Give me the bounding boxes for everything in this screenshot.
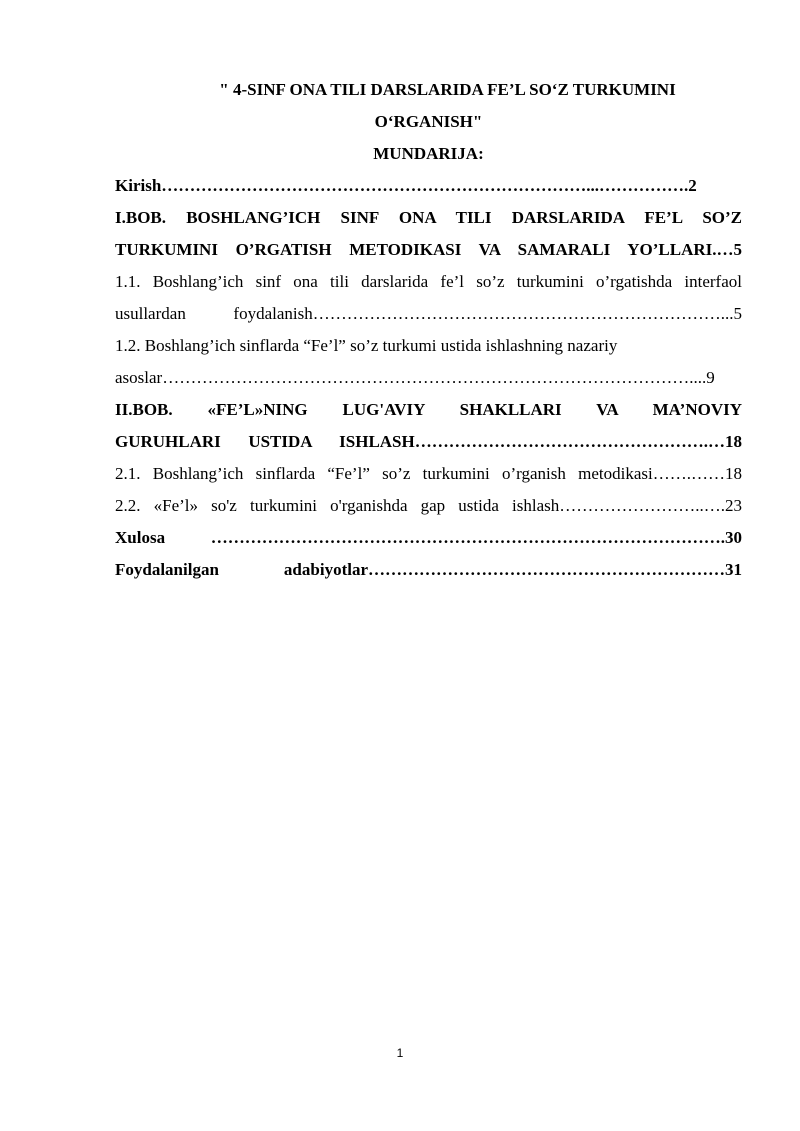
toc-entry-adabiyotlar: Foydalanilgan adabiyotlar………………………………………………………31 xyxy=(115,560,742,579)
toc-heading: MUNDARIJA: xyxy=(373,144,484,163)
page-content xyxy=(115,74,742,586)
toc-entry-chapter-2-line-2: GURUHLARI USTIDA ISHLASH…………………………………………….…18 xyxy=(115,432,742,451)
toc-entry-2-2: 2.2. «Fe’l» so'z turkumini o'rganishda gap ustida ishlash……………………..….23 xyxy=(115,496,742,515)
toc-entry-1-1-line-2: usullardan foydalanish………………………………………………………………...5 xyxy=(115,304,742,323)
toc-entry-kirish: Kirish…………………………………………………………………...…………….2 xyxy=(115,176,697,195)
toc-entry-xulosa: Xulosa ……………………………………………………………………………….30 xyxy=(115,528,742,547)
toc-entry-chapter-1-line-1: I.BOB. BOSHLANG’ICH SINF ONA TILI DARSLARIDA FE’L SO’Z xyxy=(115,208,742,227)
document-title-line-1: " 4-SINF ONA TILI DARSLARIDA FE’L SO‘Z TURKUMINI xyxy=(219,80,676,99)
toc-entry-1-1-line-1: 1.1. Boshlang’ich sinf ona tili darslarida fe’l so’z turkumini o’rgatishda interfaol xyxy=(115,272,742,291)
page-number: 1 xyxy=(396,1046,404,1060)
toc-entry-1-2-line-1: 1.2. Boshlang’ich sinflarda “Fe’l” so’z turkumi ustida ishlashning nazariy xyxy=(115,336,618,355)
toc-entry-1-2-line-2: asoslar…………………………………………………………………………………....9 xyxy=(115,368,715,387)
document-title-line-2: O‘RGANISH" xyxy=(374,112,483,131)
toc-entry-2-1: 2.1. Boshlang’ich sinflarda “Fe’l” so’z turkumini o’rganish metodikasi…….……18 xyxy=(115,464,742,483)
toc-entry-chapter-2-line-1: II.BOB. «FE’L»NING LUG'AVIY SHAKLLARI VA MA’NOVIY xyxy=(115,400,742,419)
toc-entry-chapter-1-line-2: TURKUMINI O’RGATISH METODIKASI VA SAMARALI YO’LLARI.…5 xyxy=(115,240,742,259)
